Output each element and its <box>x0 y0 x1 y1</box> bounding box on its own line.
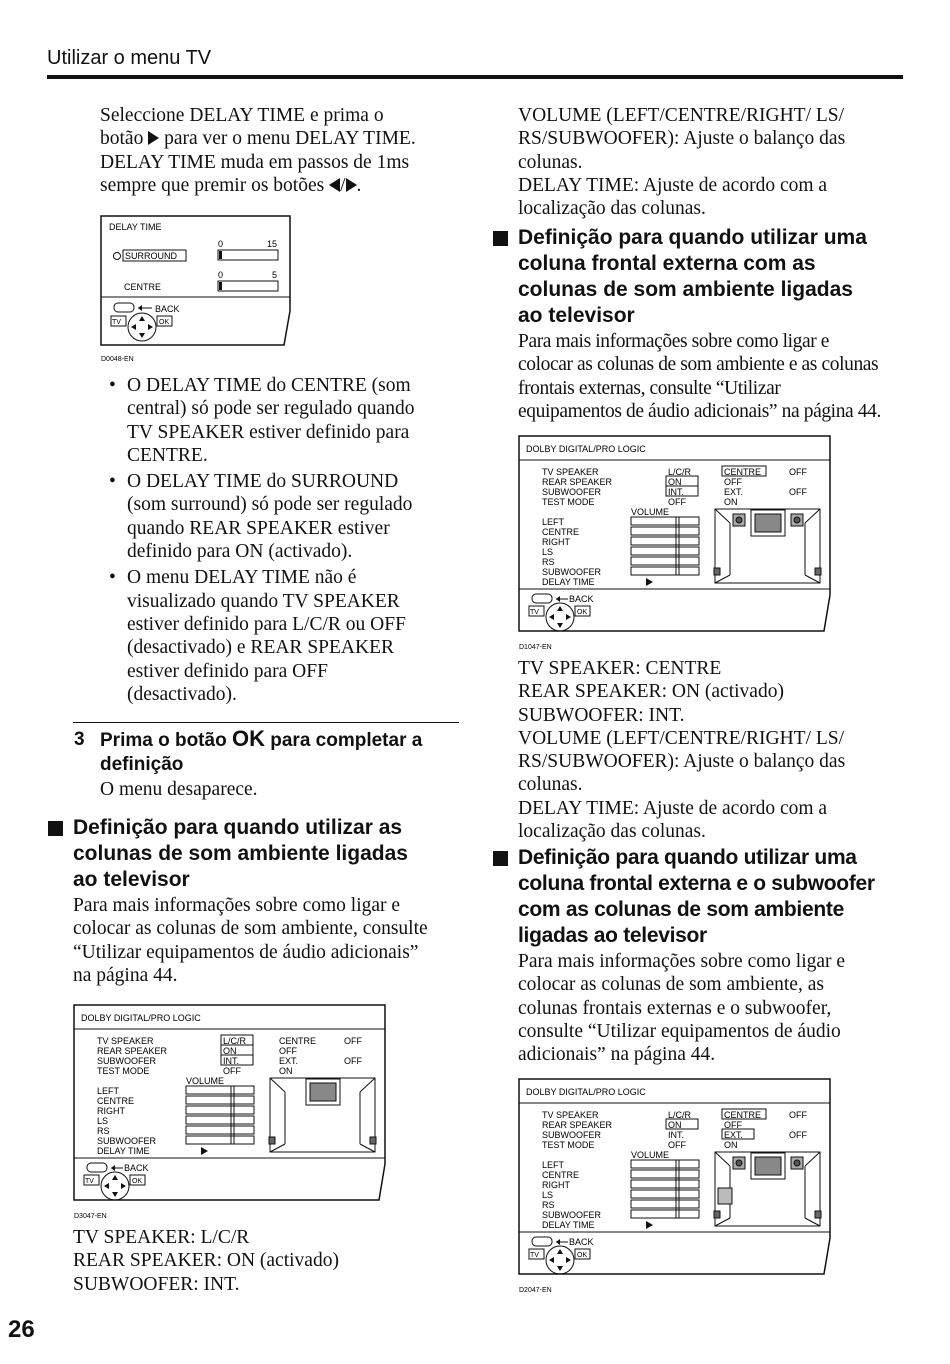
square-bullet-icon <box>48 821 63 836</box>
right-arrow-icon <box>148 131 159 145</box>
dolby-menu-figure-ext <box>518 1078 836 1298</box>
svg-text:OFF: OFF <box>789 1130 807 1140</box>
svg-text:DELAY TIME: DELAY TIME <box>97 1146 150 1156</box>
svg-text:INT.: INT. <box>223 1056 240 1066</box>
svg-text:BACK: BACK <box>569 594 594 604</box>
surround-label: SURROUND <box>125 251 178 261</box>
svg-text:CENTRE: CENTRE <box>542 527 580 537</box>
svg-text:RS: RS <box>97 1126 110 1136</box>
ok-glyph: OK <box>231 726 265 751</box>
section-heading: Definição para quando utilizar as colunas de som ambiente ligadas ao televisor <box>73 816 408 891</box>
svg-text:LEFT: LEFT <box>542 1160 565 1170</box>
svg-text:OFF: OFF <box>223 1066 241 1076</box>
svg-text:L/C/R: L/C/R <box>223 1036 247 1046</box>
svg-text:BACK: BACK <box>155 304 180 314</box>
svg-text:RS: RS <box>542 1200 555 1210</box>
svg-text:OK: OK <box>577 1252 588 1259</box>
svg-text:DOLBY DIGITAL/PRO LOGIC: DOLBY DIGITAL/PRO LOGIC <box>526 1087 646 1097</box>
svg-text:ON: ON <box>668 477 682 487</box>
section-body: Para mais informações sobre como ligar e colocar as colunas de som ambiente e as colunas frontais externas, consulte “Utilizar equipamentos de áudio adicionais” na página 44. <box>518 331 881 422</box>
svg-text:TEST MODE: TEST MODE <box>542 497 595 507</box>
svg-text:LS: LS <box>542 1190 554 1200</box>
svg-text:OFF: OFF <box>344 1056 362 1066</box>
svg-text:D1047-EN: D1047-EN <box>519 644 552 651</box>
delay-time-menu-figure <box>100 215 295 365</box>
svg-text:VOLUME: VOLUME <box>631 507 670 517</box>
svg-text:15: 15 <box>267 239 278 249</box>
svg-text:LS: LS <box>542 547 554 557</box>
dolby-menu-figure-lcr <box>73 1004 391 1224</box>
svg-text:CENTRE: CENTRE <box>724 467 762 477</box>
svg-text:LEFT: LEFT <box>97 1086 120 1096</box>
svg-text:RS: RS <box>542 557 555 567</box>
svg-text:0: 0 <box>218 239 224 249</box>
section-heading: Definição para quando utilizar uma coluna frontal externa e o subwoofer com as colunas de som ambiente ligadas ao televisor <box>518 846 875 947</box>
step-number: 3 <box>74 729 85 750</box>
svg-text:VOLUME: VOLUME <box>186 1076 225 1086</box>
svg-text:BACK: BACK <box>124 1163 149 1173</box>
svg-text:CENTRE: CENTRE <box>97 1096 135 1106</box>
svg-text:SUBWOOFER: SUBWOOFER <box>542 1210 602 1220</box>
step-body: O menu desaparece. <box>100 779 258 800</box>
svg-text:CENTRE: CENTRE <box>724 1110 762 1120</box>
svg-text:RIGHT: RIGHT <box>542 537 570 547</box>
svg-text:RIGHT: RIGHT <box>542 1180 570 1190</box>
centre-label: CENTRE <box>124 282 162 292</box>
svg-text:OFF: OFF <box>279 1046 297 1056</box>
svg-text:OFF: OFF <box>344 1036 362 1046</box>
svg-text:ON: ON <box>668 1120 682 1130</box>
svg-text:L/C/R: L/C/R <box>668 1110 692 1120</box>
svg-text:REAR SPEAKER: REAR SPEAKER <box>542 1120 613 1130</box>
section-heading: Definição para quando utilizar uma coluna frontal externa com as colunas de som ambiente ligadas ao televisor <box>518 226 867 327</box>
svg-text:SUBWOOFER: SUBWOOFER <box>97 1056 157 1066</box>
svg-text:OFF: OFF <box>668 1140 686 1150</box>
right-top-paragraph: VOLUME (LEFT/CENTRE/RIGHT/ LS/ RS/SUBWOOFER): Ajuste o balanço das colunas. DELAY TIME: Ajuste de acordo com a localização das colunas. <box>518 105 846 220</box>
svg-text:DELAY TIME: DELAY TIME <box>542 577 595 587</box>
left-arrow-icon <box>329 178 340 192</box>
svg-text:SUBWOOFER: SUBWOOFER <box>542 487 602 497</box>
svg-text:REAR SPEAKER: REAR SPEAKER <box>97 1046 168 1056</box>
svg-text:ON: ON <box>223 1046 237 1056</box>
svg-text:OK: OK <box>132 1178 143 1185</box>
svg-text:OFF: OFF <box>789 1110 807 1120</box>
svg-text:TV: TV <box>530 1252 539 1259</box>
svg-text:EXT.: EXT. <box>279 1056 299 1066</box>
svg-text:VOLUME: VOLUME <box>631 1150 670 1160</box>
page-header-title: Utilizar o menu TV <box>47 47 212 69</box>
svg-text:OFF: OFF <box>789 467 807 477</box>
svg-text:SUBWOOFER: SUBWOOFER <box>542 1130 602 1140</box>
svg-text:TV SPEAKER: TV SPEAKER <box>97 1036 154 1046</box>
svg-text:CENTRE: CENTRE <box>542 1170 580 1180</box>
svg-text:TEST MODE: TEST MODE <box>542 1140 595 1150</box>
svg-text:TV: TV <box>112 319 121 326</box>
svg-text:0: 0 <box>218 270 224 280</box>
svg-text:BACK: BACK <box>569 1237 594 1247</box>
list-item: • O menu DELAY TIME não é visualizado quando TV SPEAKER estiver definido para L/C/R ou OFF (desactivado) e REAR SPEAKER estiver definido para OFF (desactivado). <box>109 567 406 705</box>
svg-text:5: 5 <box>272 270 278 280</box>
svg-text:TEST MODE: TEST MODE <box>97 1066 150 1076</box>
svg-text:LEFT: LEFT <box>542 517 565 527</box>
svg-text:ON: ON <box>724 1140 738 1150</box>
section2-settings: TV SPEAKER: CENTRE REAR SPEAKER: ON (activado) SUBWOOFER: INT. VOLUME (LEFT/CENTRE/RIGHT/ LS/ RS/SUBWOOFER): Ajuste o balanço das colunas. DELAY TIME: Ajuste de acordo com a localização das colunas. <box>518 658 846 843</box>
svg-text:SUBWOOFER: SUBWOOFER <box>542 567 602 577</box>
svg-text:D3047-EN: D3047-EN <box>74 1213 107 1220</box>
dolby-menu-figure-centre <box>518 435 836 655</box>
svg-text:EXT.: EXT. <box>724 487 744 497</box>
notes-list <box>101 374 415 706</box>
svg-text:L/C/R: L/C/R <box>668 467 692 477</box>
svg-text:REAR SPEAKER: REAR SPEAKER <box>542 477 613 487</box>
svg-text:DOLBY DIGITAL/PRO LOGIC: DOLBY DIGITAL/PRO LOGIC <box>81 1013 201 1023</box>
section-body: Para mais informações sobre como ligar e colocar as colunas de som ambiente, as colunas frontais externas e o subwoofer, consulte “Utilizar equipamentos de áudio adicionais” na página 44. <box>518 951 846 1066</box>
svg-text:ON: ON <box>279 1066 293 1076</box>
header-rule <box>47 75 903 79</box>
step-divider <box>73 722 459 723</box>
square-bullet-icon <box>493 231 508 246</box>
svg-text:DELAY TIME: DELAY TIME <box>542 1220 595 1230</box>
svg-text:OK: OK <box>577 609 588 616</box>
step-title: Prima o botão OK para completar a definição <box>100 726 423 775</box>
menu-title: DELAY TIME <box>109 222 162 232</box>
intro-paragraph: Seleccione DELAY TIME e prima o botão para ver o menu DELAY TIME. DELAY TIME muda em passos de 1ms sempre que premir os botões / . <box>100 105 416 196</box>
section-body: Para mais informações sobre como ligar e colocar as colunas de som ambiente, consulte “Utilizar equipamentos de áudio adicionais” na página 44. <box>73 895 428 986</box>
svg-text:OK: OK <box>159 319 170 326</box>
svg-text:TV SPEAKER: TV SPEAKER <box>542 1110 599 1120</box>
svg-text:ON: ON <box>724 497 738 507</box>
svg-text:RIGHT: RIGHT <box>97 1106 125 1116</box>
svg-text:INT.: INT. <box>668 1130 685 1140</box>
list-item: • O DELAY TIME do SURROUND (som surround) só pode ser regulado quando REAR SPEAKER estiver definido para ON (activado). <box>109 471 413 563</box>
svg-text:D2047-EN: D2047-EN <box>519 1287 552 1294</box>
right-arrow-icon <box>346 178 357 192</box>
svg-text:LS: LS <box>97 1116 109 1126</box>
square-bullet-icon <box>493 851 508 866</box>
svg-text:OFF: OFF <box>789 487 807 497</box>
svg-text:OFF: OFF <box>668 497 686 507</box>
list-item: • O DELAY TIME do CENTRE (som central) só pode ser regulado quando TV SPEAKER estiver definido para CENTRE. <box>109 375 415 466</box>
svg-text:TV: TV <box>530 609 539 616</box>
svg-text:DOLBY DIGITAL/PRO LOGIC: DOLBY DIGITAL/PRO LOGIC <box>526 444 646 454</box>
svg-text:CENTRE: CENTRE <box>279 1036 317 1046</box>
figure-code: D0048-EN <box>101 356 134 363</box>
svg-text:OFF: OFF <box>724 477 742 487</box>
page-number: 26 <box>8 1316 35 1343</box>
svg-text:SUBWOOFER: SUBWOOFER <box>97 1136 157 1146</box>
svg-text:TV: TV <box>85 1178 94 1185</box>
svg-text:OFF: OFF <box>724 1120 742 1130</box>
svg-text:INT.: INT. <box>668 487 685 497</box>
svg-text:EXT.: EXT. <box>724 1130 744 1140</box>
svg-text:TV SPEAKER: TV SPEAKER <box>542 467 599 477</box>
section1-settings: TV SPEAKER: L/C/R REAR SPEAKER: ON (activado) SUBWOOFER: INT. <box>73 1227 339 1295</box>
